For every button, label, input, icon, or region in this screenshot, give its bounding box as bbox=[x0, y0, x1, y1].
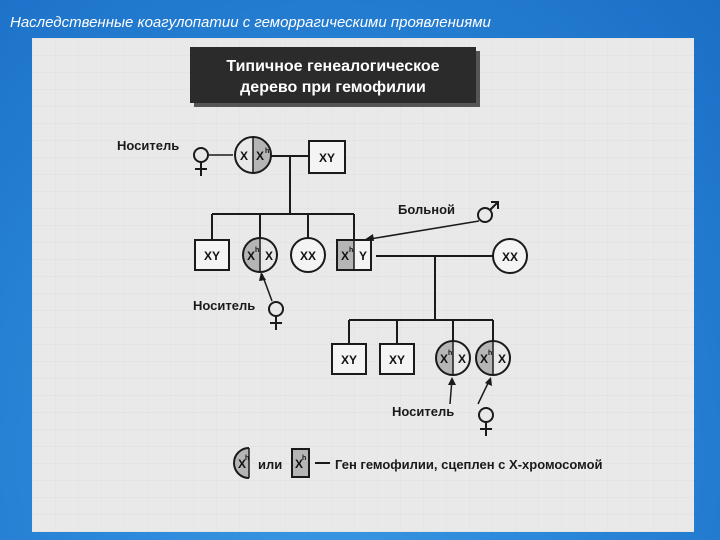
gen3-son1-genotype: XY bbox=[340, 353, 358, 367]
gen3-daughter1-allele2: X bbox=[457, 352, 467, 366]
gen2-daughter1 bbox=[243, 238, 277, 272]
slide-title: Наследственные коагулопатии с геморрагическими проявлениями bbox=[10, 14, 491, 31]
gen1-father-genotype: XY bbox=[318, 151, 336, 165]
gen2-spouse-genotype: XX bbox=[501, 250, 519, 264]
gen2-son2 bbox=[337, 240, 371, 270]
gen2-son1 bbox=[195, 240, 229, 270]
gen1-mother-allele2: X bbox=[255, 149, 265, 163]
arrow-icon bbox=[448, 377, 456, 385]
gen2-son1-genotype: XY bbox=[203, 249, 221, 263]
pedigree-diagram bbox=[32, 38, 694, 532]
gen1-mother-allele2-sup: h bbox=[265, 148, 270, 155]
patient-label: Больной bbox=[398, 202, 455, 217]
female-symbol-icon bbox=[194, 148, 208, 176]
legend-text: Ген гемофилии, сцеплен с X-хромосомой bbox=[335, 457, 603, 472]
gen2-daughter2-genotype: XX bbox=[299, 249, 317, 263]
gen3-daughter1 bbox=[436, 341, 470, 375]
female-symbol-icon bbox=[269, 302, 283, 330]
gen2-son2-allele1-sup: h bbox=[349, 247, 354, 254]
legend-allele-symbol-2: X bbox=[295, 457, 304, 471]
gen3-son1 bbox=[332, 344, 366, 374]
gen2-son2-allele1: X bbox=[340, 249, 350, 263]
arrow-icon bbox=[485, 377, 492, 386]
gen1-mother-allele1: X bbox=[239, 149, 249, 163]
arrow-icon bbox=[259, 272, 266, 281]
legend-allele-sup-2: h bbox=[302, 455, 307, 462]
gen3-daughter1-allele1-sup: h bbox=[448, 350, 453, 357]
female-symbol-icon bbox=[479, 408, 493, 436]
gen3-daughter2 bbox=[476, 341, 510, 375]
gen3-daughter2-allele2: X bbox=[497, 352, 507, 366]
legend bbox=[234, 448, 603, 478]
gen2-daughter1-allele1: X bbox=[246, 249, 256, 263]
male-symbol-icon bbox=[478, 202, 498, 222]
pointer-line bbox=[364, 221, 479, 240]
gen2-spouse bbox=[493, 239, 527, 273]
legend-allele-symbol-1: X bbox=[238, 457, 247, 471]
diagram-title-line1: Типичное генеалогическое bbox=[226, 58, 440, 75]
gen2-daughter1-allele2: X bbox=[264, 249, 274, 263]
gen2-daughter1-allele1-sup: h bbox=[255, 247, 260, 254]
gen2-son2-allele2: Y bbox=[358, 249, 368, 263]
carrier-label-2: Носитель bbox=[193, 298, 256, 313]
gen3-son2 bbox=[380, 344, 414, 374]
carrier-label-1: Носитель bbox=[117, 138, 180, 153]
gen3-son2-genotype: XY bbox=[388, 353, 406, 367]
gen3-daughter2-allele1-sup: h bbox=[488, 350, 493, 357]
gen1-father bbox=[309, 141, 345, 173]
gen3-daughter2-allele1: X bbox=[479, 352, 489, 366]
gen2-daughter2 bbox=[291, 238, 325, 272]
carrier-label-3: Носитель bbox=[392, 404, 455, 419]
legend-allele-sup-1: h bbox=[245, 455, 250, 462]
legend-or: или bbox=[258, 457, 283, 472]
diagram-title-line2: дерево при гемофилии bbox=[240, 79, 426, 96]
gen3-daughter1-allele1: X bbox=[439, 352, 449, 366]
diagram-title-box bbox=[190, 47, 480, 107]
gen1-mother bbox=[235, 137, 271, 173]
scanned-figure bbox=[32, 38, 694, 532]
